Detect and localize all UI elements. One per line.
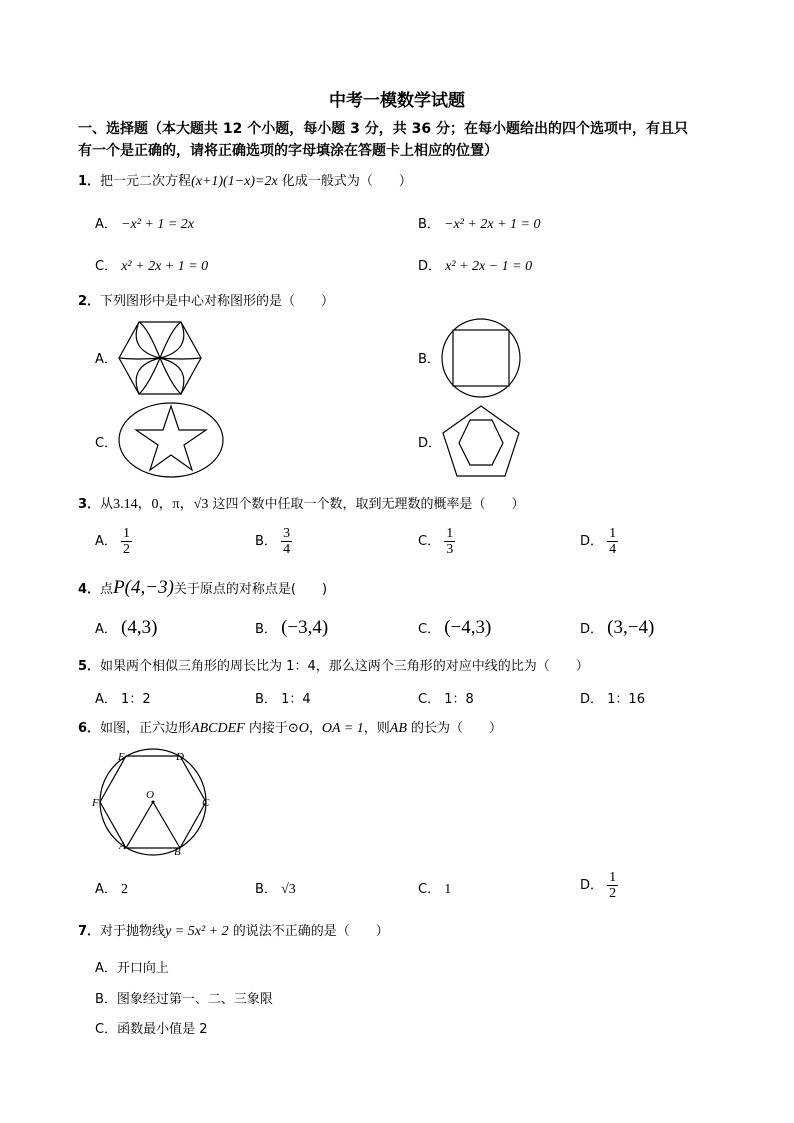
q3-option-b[interactable]: B． $\frac{3}{4}$ <box>255 526 291 557</box>
q4-option-d[interactable]: D． (3,−4) <box>580 617 655 638</box>
star-in-circle-figure <box>118 402 224 478</box>
question-6-stem: 6．如图，正六边形ABCDEF 内接于⊙O，OA = 1，则AB 的长为（ ） <box>78 721 503 736</box>
q2-option-d-label[interactable]: D． <box>418 436 442 451</box>
question-3-stem: 3．从3.14，0，π，√3 这四个数中任取一个数，取到无理数的概率是（ ） <box>78 497 525 512</box>
page-title: 中考一模数学试题 <box>329 91 465 111</box>
q1-option-b[interactable]: B． −x² + 2x + 1 = 0 <box>418 217 541 232</box>
square-in-circle-figure <box>441 318 521 398</box>
label-e: E <box>118 751 125 763</box>
label-d: D <box>176 751 184 763</box>
q2-option-a-label[interactable]: A． <box>95 352 117 367</box>
q4-option-a[interactable]: A． (4,3) <box>95 617 158 638</box>
q7-option-a[interactable]: A．开口向上 <box>95 961 169 976</box>
q4-option-c[interactable]: C． (−4,3) <box>418 617 492 638</box>
q7-option-c[interactable]: C．函数最小值是 2 <box>95 1022 208 1037</box>
label-f: F <box>92 797 99 809</box>
hexagon-in-pentagon-figure <box>441 405 521 477</box>
equation: (x+1)(1−x)=2x <box>191 174 278 189</box>
label-a: A <box>119 840 126 852</box>
section-heading-line2: 有一个是正确的，请将正确选项的字母填涂在答题卡上相应的位置） <box>78 143 498 159</box>
q5-option-b[interactable]: B． 1：4 <box>255 692 311 707</box>
question-1-stem: 1．把一元二次方程(x+1)(1−x)=2x 化成一般式为（ ） <box>78 174 412 189</box>
q5-option-c[interactable]: C． 1：8 <box>418 692 474 707</box>
q7-option-b[interactable]: B．图象经过第一、二、三象限 <box>95 992 273 1007</box>
q2-option-c-label[interactable]: C． <box>95 436 118 451</box>
q4-option-b[interactable]: B． (−3,4) <box>255 617 329 638</box>
question-5-stem: 5．如果两个相似三角形的周长比为 1：4，那么这两个三角形的对应中线的比为（ ） <box>78 659 589 674</box>
question-4-stem: 4．点P(4,−3)关于原点的对称点是( ) <box>78 577 328 598</box>
question-7-stem: 7．对于抛物线y = 5x² + 2 的说法不正确的是（ ） <box>78 924 389 939</box>
q6-option-a[interactable]: A． 2 <box>95 882 129 897</box>
q6-option-b[interactable]: B． √3 <box>255 882 296 897</box>
point-p: P(4,−3) <box>113 577 174 598</box>
number-list: 3.14，0，π，√3 <box>113 497 209 512</box>
parabola-equation: y = 5x² + 2 <box>165 924 229 939</box>
q3-option-c[interactable]: C． $\frac{1}{3}$ <box>418 526 454 557</box>
q3-option-a[interactable]: A． $\frac{1}{2}$ <box>95 526 131 557</box>
q2-option-b-label[interactable]: B． <box>418 352 440 367</box>
q1-option-c[interactable]: C． x² + 2x + 1 = 0 <box>95 259 209 274</box>
q1-option-a[interactable]: A． −x² + 1 = 2x <box>95 217 195 232</box>
question-number: 1． <box>78 174 101 189</box>
q5-option-d[interactable]: D． 1：16 <box>580 692 645 707</box>
label-b: B <box>174 846 181 858</box>
q1-option-d[interactable]: D． x² + 2x − 1 = 0 <box>418 259 533 274</box>
q6-option-c[interactable]: C． 1 <box>418 882 452 897</box>
label-c: C <box>202 797 210 809</box>
hexagon-in-circle-figure <box>90 748 220 858</box>
hexagon-petals-figure <box>118 320 202 396</box>
q3-option-d[interactable]: D． $\frac{1}{4}$ <box>580 526 617 557</box>
section-heading-line1: 一、选择题（本大题共 12 个小题，每小题 3 分，共 36 分；在每小题给出的四个选项中，有且只 <box>78 121 688 137</box>
q6-option-d[interactable]: D． $\frac{1}{2}$ <box>580 870 617 901</box>
q5-option-a[interactable]: A． 1：2 <box>95 692 151 707</box>
label-o: O <box>146 789 154 801</box>
question-2-stem: 2．下列图形中是中心对称图形的是（ ） <box>78 294 335 309</box>
